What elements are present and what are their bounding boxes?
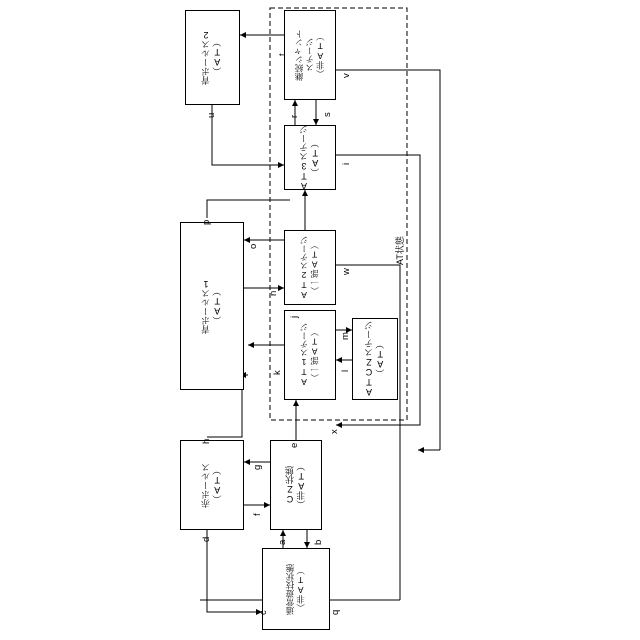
edge-label-q: q <box>330 609 341 615</box>
block-label: 青ポールス2 （AT） <box>201 30 223 85</box>
block-label: AT3ステージ （AT） <box>298 124 320 191</box>
block-label: 赤ポールス （AT） <box>200 462 222 508</box>
edge-label-w: w <box>341 268 352 275</box>
edge-label-l: l <box>340 369 351 372</box>
edge-label-x: x <box>329 429 340 434</box>
block-atcz-stage[interactable] <box>352 318 398 400</box>
edge-label-b: b <box>313 539 324 545</box>
edge-label-k: k <box>272 370 283 375</box>
block-blue-pole2[interactable] <box>185 10 240 105</box>
block-label: 継続シャント ステージ （非AT） <box>294 29 326 81</box>
block-at3-stage[interactable] <box>284 125 336 190</box>
edge-label-t: t <box>277 53 288 56</box>
block-cz-state[interactable] <box>270 440 322 530</box>
edge-label-n: n <box>268 290 279 296</box>
block-continuous-shunt-stage[interactable] <box>284 10 336 100</box>
at-state-group-label: AT状態 <box>395 236 405 265</box>
edge-label-r: r <box>289 114 300 118</box>
block-label: AT2ステージ （一部AT） <box>299 235 320 300</box>
block-at1-stage[interactable] <box>284 310 336 400</box>
edge-label-g: g <box>252 464 263 470</box>
edge-label-f: f <box>252 513 263 516</box>
block-label: AT1ステージ （一部AT） <box>299 323 320 387</box>
block-label: CZ状態 （非AT） <box>284 461 306 509</box>
edge-label-d: d <box>201 536 212 542</box>
edge-label-h: h <box>201 438 212 444</box>
block-red-pole[interactable] <box>180 440 244 530</box>
block-label: ATCZステージ （AT） <box>363 321 385 397</box>
edge-label-v: v <box>341 73 352 78</box>
edge-label-c: c <box>258 610 269 615</box>
edge-label-o: o <box>248 243 259 249</box>
edge-label-u: u <box>206 112 217 118</box>
edge-label-a: a <box>277 539 288 545</box>
edge-label-m: m <box>340 332 351 340</box>
block-at2-stage[interactable] <box>284 230 336 305</box>
block-label: 通常遊技状態 （非AT） <box>285 563 306 615</box>
edge-label-e: e <box>289 442 300 448</box>
edge-label-j: j <box>289 315 300 318</box>
edge-label-i: i <box>341 162 352 165</box>
block-label: 青ポールス1 （AT） <box>200 278 222 334</box>
edge-label-p: p <box>201 219 212 225</box>
block-normal-play-state[interactable] <box>262 548 330 630</box>
edge-label-s: s <box>322 112 333 117</box>
block-blue-pole1[interactable] <box>180 219 244 390</box>
